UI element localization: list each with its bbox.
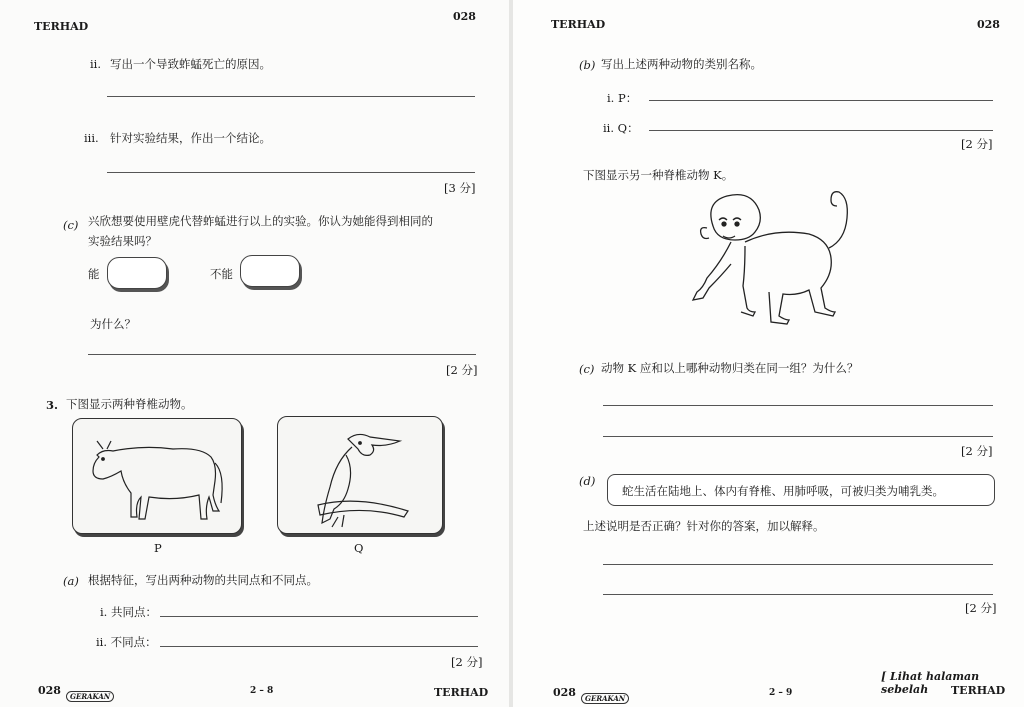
footer-next-page: [ Lihat halaman sebelah (881, 670, 980, 696)
q3-a-label: (a) (63, 574, 79, 588)
q2-iii-text: 针对实验结果，作出一个结论。 (110, 131, 271, 145)
q2-ii-text: 写出一个导致蚱蜢死亡的原因。 (110, 57, 271, 71)
answer-line (603, 405, 993, 406)
q3-intro: 下图显示两种脊椎动物。 (66, 397, 193, 411)
left-page (0, 0, 509, 707)
answer-line (160, 646, 478, 647)
q3-a-text: 根据特征，写出两种动物的共同点和不同点。 (88, 573, 318, 587)
answer-line (160, 616, 478, 617)
b-text: 写出上述两种动物的类别名称。 (601, 57, 762, 71)
footer-page: 2 – 9 (769, 688, 793, 698)
animal-p-frame (72, 418, 242, 534)
monkey-illustration (683, 186, 873, 336)
q2-iii-number: iii. (84, 131, 99, 145)
k-intro: 下图显示另一种脊椎动物 K。 (583, 168, 734, 182)
footer-logo: GERAKAN (66, 684, 114, 703)
option-yes-label: 能 (88, 267, 100, 281)
b-i: i. P： (607, 91, 638, 105)
option-yes-box[interactable] (107, 257, 167, 289)
why-text: 为什么？ (90, 317, 136, 331)
footer-terhad: TERHAD (951, 684, 1006, 697)
label-q: Q (354, 541, 364, 555)
marks: [3 分] (444, 181, 476, 195)
footer-terhad: TERHAD (434, 686, 489, 699)
answer-line (88, 354, 476, 355)
b-label: (b) (579, 58, 596, 72)
answer-line (603, 564, 993, 565)
d-question: 上述说明是否正确？针对你的答案，加以解释。 (583, 519, 825, 533)
answer-line (107, 96, 475, 97)
marks: [2 分] (451, 655, 483, 669)
marks: [2 分] (961, 444, 993, 458)
q2-ii-number: ii. (90, 57, 102, 71)
q2-c-text-1: 兴欣想要使用壁虎代替蚱蜢进行以上的实验。你认为她能得到相同的 (88, 214, 433, 228)
header-code: 028 (977, 18, 1000, 31)
d-statement: 蛇生活在陆地上、体内有脊椎、用肺呼吸，可被归类为哺乳类。 (622, 484, 944, 498)
answer-line (107, 172, 475, 173)
c-label: (c) (579, 362, 595, 376)
option-no-box[interactable] (240, 255, 300, 287)
hornbill-illustration (278, 417, 442, 533)
answer-line (649, 100, 993, 101)
q2-c-text-2: 实验结果吗？ (88, 234, 157, 248)
d-statement-box (607, 474, 995, 506)
marks: [2 分] (961, 137, 993, 151)
cow-illustration (73, 419, 241, 533)
c-text: 动物 K 应和以上哪种动物归类在同一组？为什么？ (601, 361, 859, 375)
footer-code: 028 (553, 686, 576, 699)
q2-c-label: (c) (63, 218, 79, 232)
right-page (513, 0, 1024, 707)
q3-a-i: i. 共同点： (100, 605, 157, 619)
q3-number: 3. (46, 398, 59, 412)
answer-line (603, 436, 993, 437)
marks: [2 分] (446, 363, 478, 377)
header-terhad: TERHAD (551, 18, 606, 31)
b-ii: ii. Q： (603, 121, 639, 135)
d-label: (d) (579, 474, 596, 488)
label-p: P (154, 541, 162, 555)
q3-a-ii: ii. 不同点： (96, 635, 157, 649)
option-no-label: 不能 (210, 267, 233, 281)
marks: [2 分] (965, 601, 997, 615)
footer-logo: GERAKAN (581, 686, 629, 705)
header-code: 028 (453, 10, 476, 23)
answer-line (603, 594, 993, 595)
answer-line (649, 130, 993, 131)
footer-code: 028 (38, 684, 61, 697)
footer-page: 2 – 8 (250, 686, 274, 696)
header-terhad: TERHAD (34, 20, 89, 33)
animal-q-frame (277, 416, 443, 534)
